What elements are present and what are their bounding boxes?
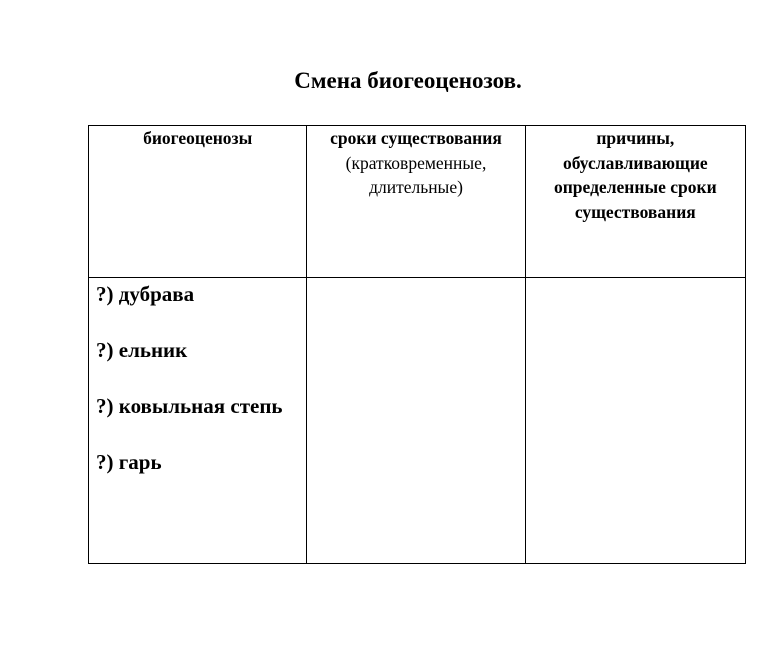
header-reasons-label: причины, обуславливающие определенные сроки существования	[553, 128, 717, 222]
header-biocenoses	[89, 126, 307, 278]
cell-reasons[interactable]	[525, 278, 745, 564]
header-terms-label: сроки существования	[330, 128, 502, 148]
cell-terms[interactable]	[307, 278, 525, 564]
list-item: ?) ельник	[96, 338, 188, 362]
header-reasons	[525, 126, 745, 278]
list-item: ?) дубрава	[96, 282, 195, 306]
list-item: ?) ковыльная степь	[96, 394, 283, 418]
header-row	[89, 126, 746, 278]
header-terms	[307, 126, 525, 278]
header-biocenoses-label: биогеоценозы	[143, 128, 253, 148]
page-title: Смена биогеоценозов.	[294, 68, 522, 93]
biocenoses-table	[88, 125, 746, 564]
list-item: ?) гарь	[96, 450, 162, 474]
cell-biocenoses	[89, 278, 307, 564]
biocenoses-list	[89, 278, 306, 476]
table-row	[89, 278, 746, 564]
header-terms-note: (кратковременные, длительные)	[345, 152, 487, 197]
